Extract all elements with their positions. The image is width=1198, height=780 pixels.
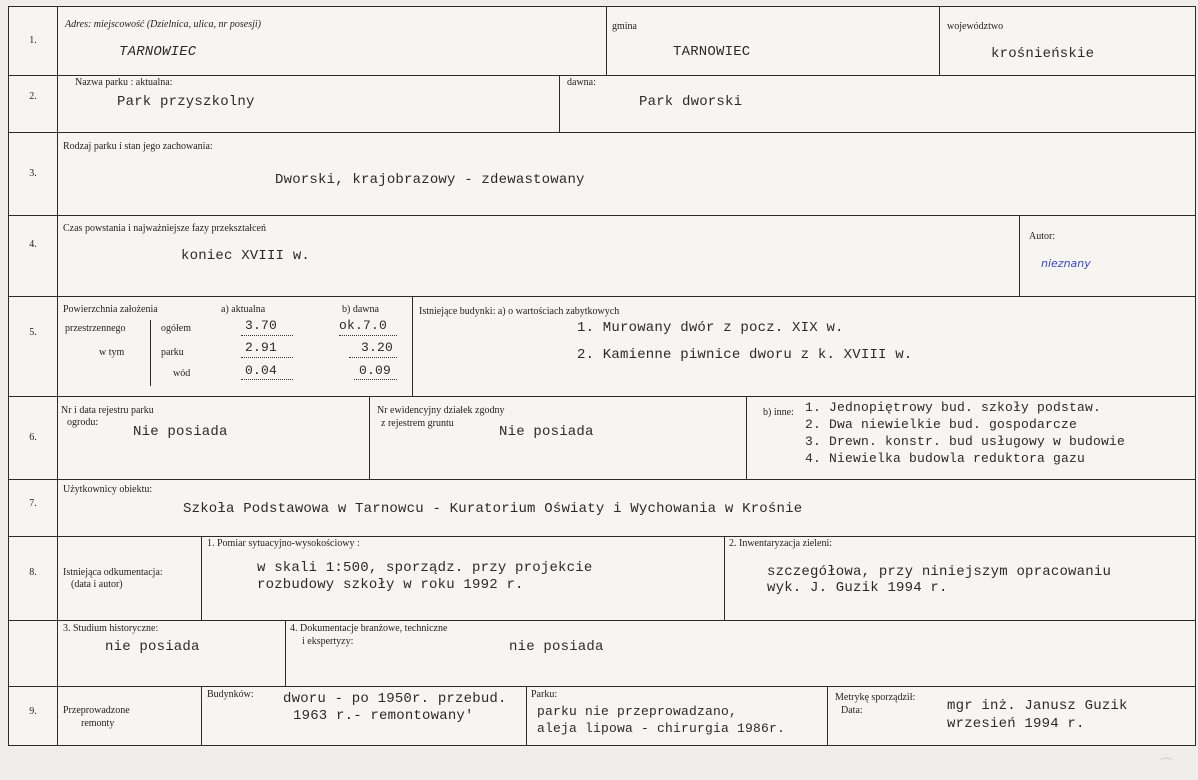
cell-divider — [412, 296, 413, 396]
gmina-label: gmina — [612, 21, 637, 32]
survey-line-2: rozbudowy szkoły w roku 1992 r. — [257, 577, 524, 593]
dotted-line — [241, 357, 293, 358]
water-former-value: 0.09 — [359, 363, 392, 378]
cell-divider — [559, 75, 560, 132]
cell-divider — [606, 7, 607, 75]
row-divider — [9, 479, 1195, 480]
documentation-label: Istniejąca odkumentacja: — [63, 567, 163, 578]
card-date-label: Data: — [841, 705, 863, 716]
former-column-label: b) dawna — [342, 304, 379, 315]
parcels-label-register: z rejestrem gruntu — [381, 418, 454, 429]
parcels-value: Nie posiada — [499, 424, 594, 440]
history-study-value: nie posiada — [105, 639, 200, 655]
dotted-line — [241, 379, 293, 380]
row-divider — [9, 686, 1195, 687]
other-building-2: 2. Dwa niewielkie bud. gospodarcze — [805, 417, 1078, 432]
row-number: 5. — [29, 327, 37, 338]
inventory-line-1: szczegółowa, przy niniejszym opracowaniu — [767, 564, 1112, 580]
park-type-label: Rodzaj parku i stan jego zachowania: — [63, 141, 213, 152]
including-label: w tym — [99, 347, 125, 358]
register-label: Nr i data rejestru parku — [61, 405, 154, 416]
park-current-value: 2.91 — [245, 340, 278, 355]
dotted-line — [339, 335, 397, 336]
historic-building-1: 1. Murowany dwór z pocz. XIX w. — [577, 320, 844, 336]
address-label: Adres: miejscowość (Dzielnica, ulica, nr posesji) — [65, 19, 261, 30]
area-label: Powierzchnia założenia — [63, 304, 158, 315]
tech-docs-label: 4. Dokumentacje branżowe, techniczne — [290, 623, 448, 634]
card-author-label: Metrykę sporządził: — [835, 692, 916, 703]
card-author-value: mgr inż. Janusz Guzik — [947, 698, 1128, 714]
tech-docs-value: nie posiada — [509, 639, 604, 655]
total-label: ogółem — [161, 323, 191, 334]
cell-divider — [285, 620, 286, 686]
survey-label: 1. Pomiar sytuacyjno-wysokościowy : — [207, 538, 360, 549]
cell-divider — [150, 320, 151, 386]
register-value: Nie posiada — [133, 424, 228, 440]
historic-building-2: 2. Kamienne piwnice dworu z k. XVIII w. — [577, 347, 913, 363]
row-number: 3. — [29, 168, 37, 179]
row-divider — [9, 215, 1195, 216]
dotted-line — [241, 335, 293, 336]
buildings-repairs-line-2: 1963 r.- remontowany' — [293, 708, 474, 724]
water-area-label: wód — [173, 368, 191, 379]
row-number: 8. — [29, 567, 37, 578]
gmina-value: TARNOWIEC — [673, 44, 751, 60]
users-value: Szkoła Podstawowa w Tarnowcu - Kuratorium Oświaty i Wychowania w Krośnie — [183, 501, 803, 517]
cell-divider — [827, 686, 828, 745]
parcels-label: Nr ewidencyjny działek zgodny — [377, 405, 505, 416]
row-number: 6. — [29, 432, 37, 443]
other-buildings-label: b) inne: — [763, 407, 794, 418]
park-former-value: 3.20 — [361, 340, 394, 355]
dotted-line — [349, 357, 397, 358]
voivodeship-label: województwo — [947, 21, 1004, 32]
repairs-sublabel: remonty — [81, 718, 115, 729]
author-label: Autor: — [1029, 231, 1056, 242]
row-number: 2. — [29, 91, 37, 102]
row-number: 7. — [29, 498, 37, 509]
row-divider — [9, 132, 1195, 133]
cell-divider — [939, 7, 940, 75]
cell-divider — [724, 536, 725, 620]
cell-divider — [369, 396, 370, 479]
current-name-label: Nazwa parku : aktualna: — [75, 77, 173, 88]
water-current-value: 0.04 — [245, 363, 278, 378]
history-study-label: 3. Studium historyczne: — [63, 623, 159, 634]
other-building-4: 4. Niewielka budowla reduktora gazu — [805, 451, 1086, 466]
park-area-label: parku — [161, 347, 184, 358]
row-divider — [9, 396, 1195, 397]
register-label-garden: ogrodu: — [67, 417, 99, 428]
total-former-value: ok.7.0 — [339, 318, 388, 333]
cell-divider — [526, 686, 527, 745]
survey-line-1: w skali 1:500, sporządz. przy projekcie — [257, 560, 593, 576]
row-divider — [9, 75, 1195, 76]
record-card — [8, 6, 1196, 746]
inventory-label: 2. Inwentaryzacja zieleni: — [729, 538, 832, 549]
creation-time-value: koniec XVIII w. — [181, 248, 311, 264]
row-divider — [9, 536, 1195, 537]
repairs-label: Przeprowadzone — [63, 705, 130, 716]
spatial-label: przestrzennego — [65, 323, 126, 334]
users-label: Użytkownicy obiektu: — [63, 484, 153, 495]
author-value: nieznany — [1041, 257, 1091, 270]
number-column-divider — [57, 7, 58, 745]
park-repairs-line-2: aleja lipowa - chirurgia 1986r. — [537, 721, 786, 736]
inventory-line-2: wyk. J. Guzik 1994 r. — [767, 580, 948, 596]
row-number: 1. — [29, 35, 37, 46]
row-number: 4. — [29, 239, 37, 250]
documentation-sublabel: (data i autor) — [71, 579, 123, 590]
park-repairs-label: Parku: — [531, 689, 558, 700]
row-divider — [9, 620, 1195, 621]
creation-time-label: Czas powstania i najważniejsze fazy przekształceń — [63, 223, 266, 234]
cell-divider — [1019, 215, 1020, 296]
buildings-repairs-line-1: dworu - po 1950r. przebud. — [283, 691, 507, 707]
cell-divider — [201, 536, 202, 620]
former-name-value: Park dworski — [639, 94, 743, 110]
card-date-value: wrzesień 1994 r. — [947, 716, 1085, 732]
park-repairs-line-1: parku nie przeprowadzano, — [537, 704, 738, 719]
park-type-value: Dworski, krajobrazowy - zdewastowany — [275, 172, 585, 188]
faint-mark: ⌒ — [1160, 758, 1174, 773]
other-building-3: 3. Drewn. konstr. bud usługowy w budowie — [805, 434, 1126, 449]
row-number: 9. — [29, 706, 37, 717]
cell-divider — [201, 686, 202, 745]
tech-docs-sublabel: i ekspertyzy: — [302, 636, 354, 647]
historic-buildings-label: Istniejące budynki: a) o wartościach zabytkowych — [419, 306, 620, 317]
row-divider — [9, 296, 1195, 297]
buildings-repairs-label: Budynków: — [207, 689, 254, 700]
current-column-label: a) aktualna — [221, 304, 266, 315]
other-building-1: 1. Jednopiętrowy bud. szkoły podstaw. — [805, 400, 1102, 415]
former-name-label: dawna: — [567, 77, 596, 88]
total-current-value: 3.70 — [245, 318, 278, 333]
voivodeship-value: krośnieńskie — [991, 46, 1095, 62]
address-value: TARNOWIEC — [119, 44, 197, 60]
cell-divider — [746, 396, 747, 479]
dotted-line — [354, 379, 397, 380]
current-name-value: Park przyszkolny — [117, 94, 255, 110]
